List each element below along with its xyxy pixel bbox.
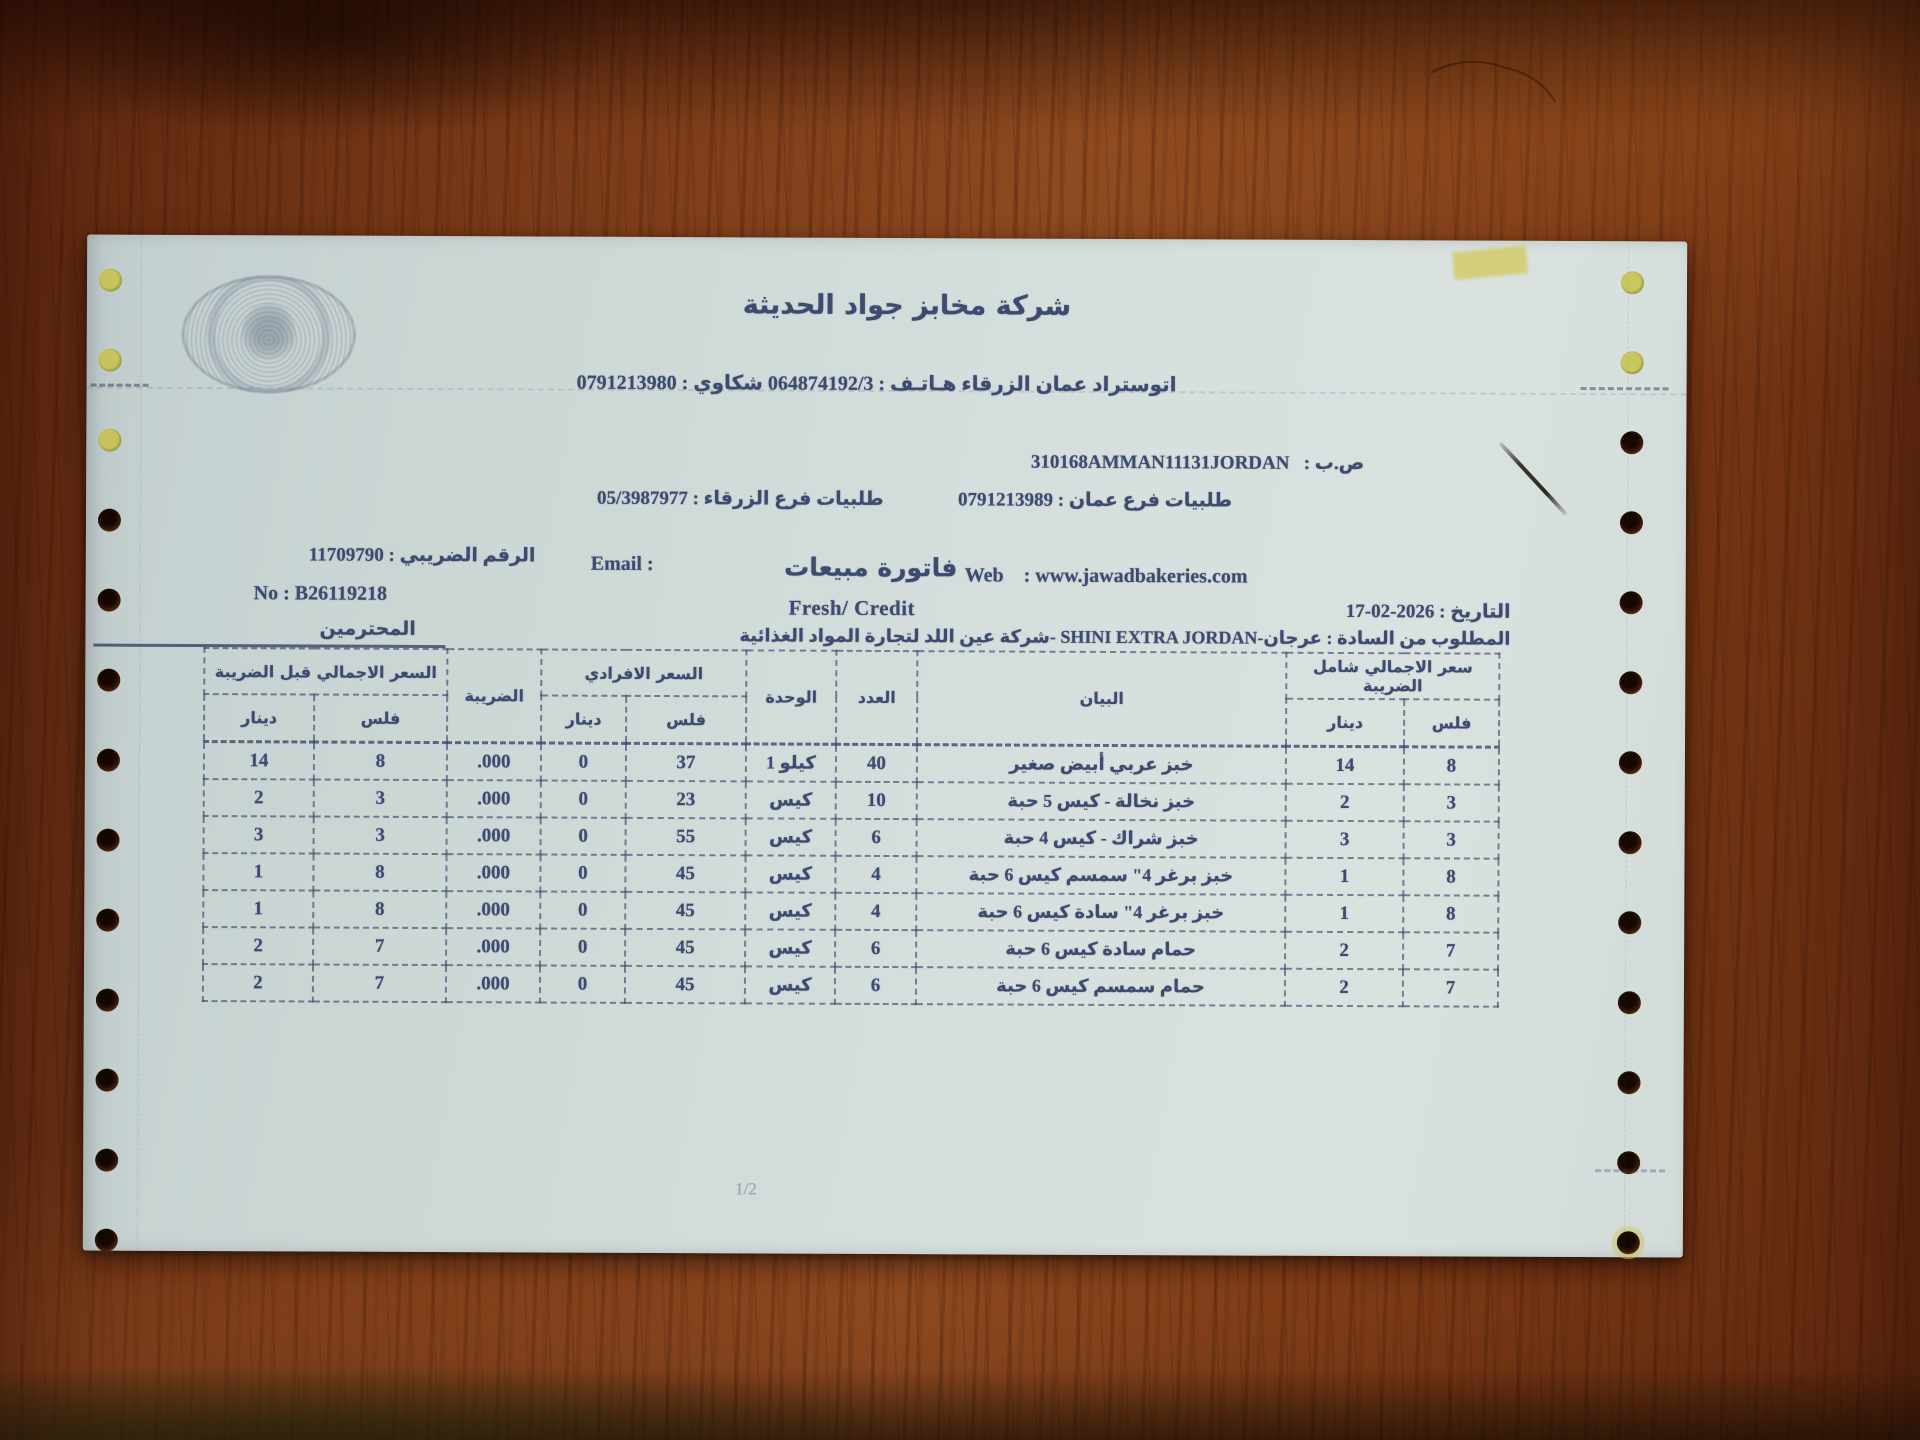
cell-desc: خبز برغر 4" سادة كيس 6 حبة (916, 893, 1285, 932)
invoice-number-label: No : (253, 582, 290, 605)
company-address-phone: اتوستراد عمان الزرقاء هـاتـف : 064874192/3 شكاوي : 0791213980 (576, 371, 1177, 397)
tractor-hole (98, 589, 121, 612)
tractor-hole (95, 1149, 118, 1172)
date-line (1346, 600, 1511, 624)
cell-tot_dinar: 14 (1286, 746, 1404, 784)
email-label: Email : (590, 552, 654, 575)
subcol-fils: فلس (626, 696, 746, 744)
cell-unit: كيس (745, 855, 835, 892)
wood-scratch-mark (1383, 40, 1580, 193)
invoice-table (202, 647, 1501, 1008)
invoice-paper (83, 235, 1687, 1258)
tractor-hole (1619, 831, 1642, 854)
cell-tot_fils: 7 (1403, 932, 1498, 969)
invoice-row (203, 927, 1498, 970)
cell-qty: 40 (836, 744, 917, 782)
cell-tax: .000 (447, 817, 541, 854)
invoice-row (203, 890, 1498, 933)
col-header-tax: الضريبة (447, 649, 541, 743)
cell-unit: كيس (745, 892, 835, 929)
invoice-number-value: B26119218 (294, 582, 388, 605)
cell-pre_fils: 3 (314, 817, 447, 855)
tractor-hole (1621, 271, 1644, 294)
tractor-hole (1620, 511, 1643, 534)
cell-unit_fils: 45 (625, 929, 745, 967)
cell-pre_dinar: 1 (203, 853, 313, 890)
orders-zarqa-line: طلبيات فرع الزرقاء : 05/3987977 (597, 487, 884, 510)
invoice-row (203, 964, 1498, 1007)
tractor-hole (1620, 591, 1643, 614)
po-box-line (1031, 451, 1364, 475)
tractor-hole (96, 909, 119, 932)
customer-line (739, 625, 1510, 649)
cell-qty: 4 (835, 893, 916, 930)
cell-tax: .000 (447, 780, 541, 817)
cell-tot_dinar: 1 (1285, 858, 1403, 896)
cell-unit_fils: 45 (625, 892, 745, 930)
cell-qty: 6 (835, 930, 916, 967)
invoice-row (204, 816, 1499, 859)
cell-qty: 6 (836, 819, 917, 856)
date-label: التاريخ : (1439, 601, 1511, 623)
web-label: Web (964, 564, 1004, 587)
cell-pre_dinar: 2 (203, 964, 313, 1001)
invoice-row (203, 853, 1498, 896)
subcol-dinar: دينار (541, 695, 626, 743)
col-header-unit: الوحدة (746, 650, 836, 744)
cell-unit_dinar: 0 (540, 928, 625, 965)
po-box-label: ص.ب : (1303, 452, 1365, 475)
invoice-row (204, 779, 1499, 822)
cell-tax: .000 (446, 891, 540, 928)
cell-pre_fils: 8 (313, 891, 446, 929)
respected-label: المحترمين (319, 618, 416, 640)
cell-pre_dinar: 2 (203, 927, 313, 964)
cell-pre_fils: 7 (313, 965, 446, 1003)
cell-tot_dinar: 2 (1285, 932, 1403, 970)
cell-desc: خبز شراك - كيس 4 حبة (917, 819, 1286, 858)
cell-pre_fils: 8 (314, 742, 447, 780)
customer-label: المطلوب من السادة : (1326, 627, 1511, 649)
cell-pre_dinar: 3 (204, 816, 314, 853)
web-value: : www.jawadbakeries.com (1023, 564, 1248, 588)
cell-desc: حمام سمسم كيس 6 حبة (916, 967, 1285, 1006)
cell-unit_fils: 45 (625, 855, 745, 893)
cell-pre_fils: 8 (313, 854, 446, 892)
cell-qty: 6 (835, 967, 916, 1004)
tractor-hole (1617, 1231, 1640, 1254)
cell-tot_fils: 8 (1403, 858, 1498, 895)
cell-unit_fils: 55 (626, 818, 746, 856)
cell-tot_fils: 3 (1404, 784, 1499, 821)
cell-unit: كيس (745, 929, 835, 966)
cell-tot_fils: 8 (1404, 747, 1499, 785)
tax-number-value: 11709790 (308, 544, 384, 566)
tractor-hole (96, 989, 119, 1012)
cell-tot_fils: 8 (1403, 895, 1498, 932)
invoice-table-header (204, 648, 1499, 747)
cell-unit_fils: 45 (625, 966, 745, 1004)
cell-tot_fils: 7 (1403, 969, 1498, 1006)
cell-unit: كيس (746, 818, 836, 855)
cell-qty: 10 (836, 782, 917, 819)
pen-mark (1498, 441, 1567, 516)
subcol-fils: فلس (1404, 699, 1499, 747)
cell-unit_fils: 23 (626, 781, 746, 819)
cell-desc: حمام سادة كيس 6 حبة (916, 930, 1285, 969)
tax-number-label: الرقم الضريبي : (388, 544, 536, 567)
tractor-hole (1620, 431, 1643, 454)
subcol-dinar: دينار (1286, 699, 1404, 747)
cell-desc: خبز نخالة - كيس 5 حبة (917, 782, 1286, 821)
cell-qty: 4 (835, 856, 916, 893)
payment-type: Fresh/ Credit (788, 595, 916, 621)
invoice-title: فاتورة مبيعات (784, 552, 958, 583)
cell-tot_dinar: 2 (1286, 784, 1404, 822)
cell-tot_dinar: 3 (1286, 821, 1404, 859)
tractor-hole (98, 509, 121, 532)
cell-unit_dinar: 0 (541, 743, 626, 781)
col-header-total-with-tax: سعر الاجمالي شامل الضريبة (1286, 653, 1499, 700)
cell-pre_fils: 3 (314, 780, 447, 818)
company-name: شركة مخابز جواد الحديثة (742, 289, 1072, 322)
date-value: 2026-02-17 (1345, 601, 1435, 623)
yellow-tape-residue (1452, 245, 1528, 280)
invoice-row (204, 742, 1499, 785)
cell-unit: كيلو 1 (746, 744, 836, 782)
tractor-hole (1618, 911, 1641, 934)
cell-pre_dinar: 14 (204, 742, 314, 780)
cell-tax: .000 (446, 928, 540, 965)
cell-unit_dinar: 0 (541, 780, 626, 817)
tractor-hole (1619, 751, 1642, 774)
cell-unit_dinar: 0 (540, 854, 625, 891)
tractor-hole (97, 669, 120, 692)
cell-pre_dinar: 2 (204, 779, 314, 816)
cell-tax: .000 (446, 965, 540, 1002)
cell-tot_fils: 3 (1404, 821, 1499, 858)
tractor-hole (98, 429, 121, 452)
cell-pre_dinar: 1 (203, 890, 313, 927)
tractor-hole (1618, 991, 1641, 1014)
tractor-hole (1617, 1071, 1640, 1094)
cell-unit_dinar: 0 (540, 965, 625, 1002)
col-header-description: البيان (917, 651, 1286, 746)
cell-tax: .000 (446, 854, 540, 891)
tax-number-line (309, 543, 536, 567)
col-header-unit-price: السعر الافرادي (541, 650, 746, 697)
tractor-hole (1619, 671, 1642, 694)
tractor-hole (1621, 351, 1644, 374)
web-line (965, 564, 1248, 588)
invoice-table-body (203, 742, 1499, 1007)
customer-value: عرجان-SHINI EXTRA JORDAN -شركة عين اللد لتجارة المواد الغذائية (739, 625, 1323, 648)
orders-amman-line: طلبيات فرع عمان : 0791213989 (957, 489, 1233, 512)
cell-unit_dinar: 0 (541, 817, 626, 854)
col-header-qty: العدد (836, 651, 917, 745)
subcol-dinar: دينار (204, 694, 314, 742)
cell-unit_dinar: 0 (540, 891, 625, 928)
perforation-end-right-lower (1595, 1169, 1665, 1172)
cell-unit: كيس (745, 966, 835, 1003)
page-mark: 1/2 (735, 1179, 757, 1199)
cell-tax: .000 (447, 743, 541, 781)
invoice-number-line (254, 582, 387, 606)
cell-tot_dinar: 2 (1285, 969, 1403, 1007)
subcol-fils: فلس (314, 695, 447, 743)
cell-unit: كيس (746, 781, 836, 818)
col-header-pre-tax-total: السعر الاجمالي قبل الضريبة (204, 648, 447, 695)
cell-unit_fils: 37 (626, 743, 746, 781)
cell-desc: خبز عربي أبيض صغير (917, 745, 1286, 784)
cell-desc: خبز برغر 4" سمسم كيس 6 حبة (916, 856, 1285, 895)
po-box-value: 310168AMMAN11131JORDAN (1030, 451, 1290, 474)
cell-pre_fils: 7 (313, 928, 446, 966)
cell-tot_dinar: 1 (1285, 895, 1403, 933)
tractor-hole (95, 1069, 118, 1092)
tractor-hole (97, 749, 120, 772)
tractor-hole (95, 1229, 118, 1252)
tractor-hole (97, 829, 120, 852)
